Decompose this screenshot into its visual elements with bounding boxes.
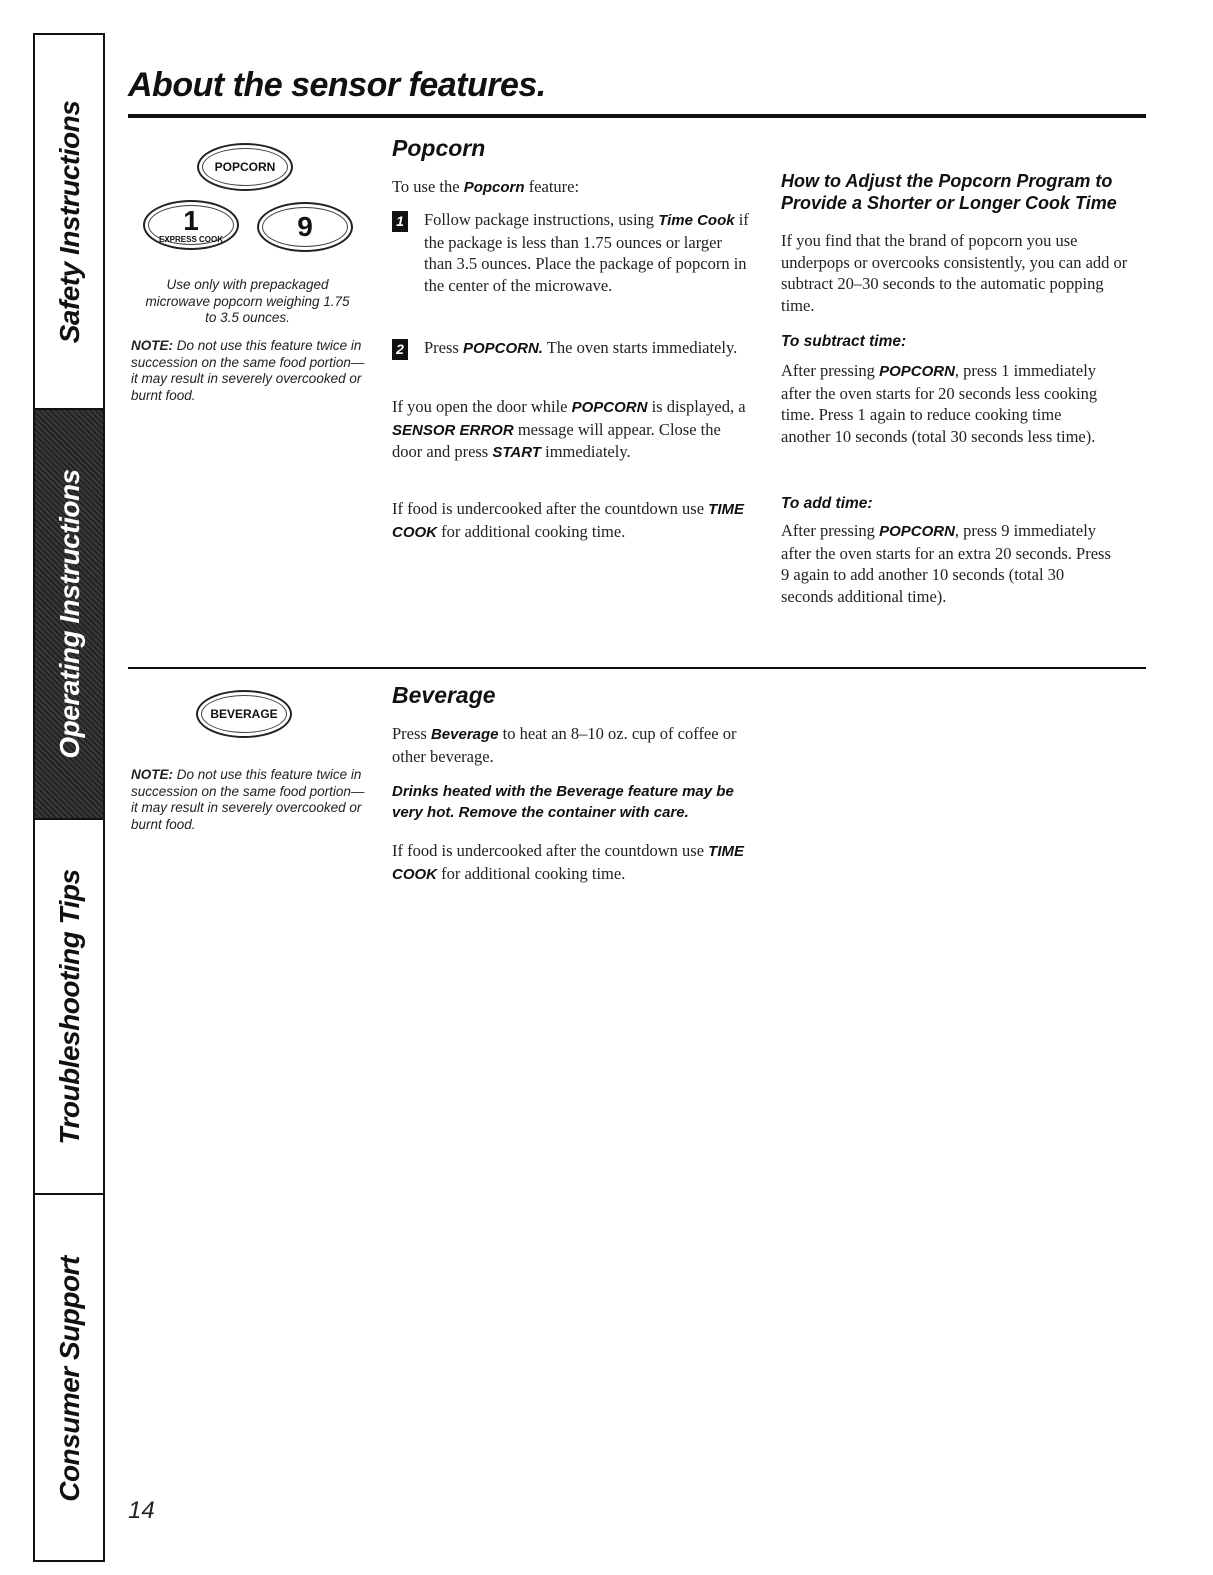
- tab-troubleshooting-tips[interactable]: [35, 820, 105, 1195]
- beverage-instructions: Press Beverage to heat an 8–10 oz. cup of coffee or other beverage.: [392, 724, 737, 766]
- beverage-heading: Beverage: [392, 682, 496, 708]
- tab-label: Operating Instructions: [54, 469, 85, 759]
- tab-label: Safety Instructions: [54, 100, 85, 343]
- express-cook-1-key-icon: 1 EXPRESS COOK: [143, 200, 239, 250]
- tab-label: Troubleshooting Tips: [54, 868, 85, 1145]
- title-rule: [128, 114, 1146, 118]
- tab-operating-instructions[interactable]: [35, 410, 105, 820]
- beverage-undercooked-paragraph: If food is undercooked after the countdown use TIME COOK for additional cooking time.: [392, 841, 744, 883]
- popcorn-door-paragraph: If you open the door while POPCORN is displayed, a SENSOR ERROR message will appear. Close the door and press START immediately.: [392, 397, 746, 461]
- popcorn-caption: Use only with prepackaged microwave popcorn weighing 1.75 to 3.5 ounces.: [145, 277, 350, 325]
- sidebar-tabs: [33, 33, 105, 1562]
- tab-consumer-support[interactable]: [35, 1195, 105, 1562]
- popcorn-intro: To use the Popcorn feature:: [392, 177, 580, 196]
- popcorn-step-2: 2 Press POPCORN. The oven starts immediately.: [392, 337, 752, 360]
- subtract-time-paragraph: After pressing POPCORN, press 1 immediately after the oven starts for 20 seconds less cooking time. Press 1 again to reduce cooking time another 10 seconds (total 30 seconds less time).: [781, 361, 1098, 446]
- popcorn-note: NOTE: Do not use this feature twice in succession on the same food portion—it may result in severely overcooked or burnt food.: [131, 338, 365, 403]
- number-9-key-icon: 9: [257, 202, 353, 252]
- beverage-note: NOTE: Do not use this feature twice in succession on the same food portion—it may result in severely overcooked or burnt food.: [131, 767, 365, 832]
- section-divider: [128, 667, 1146, 669]
- sidebar-divider: [103, 33, 105, 1562]
- tab-label: Consumer Support: [54, 1255, 85, 1502]
- popcorn-undercooked-paragraph: If food is undercooked after the countdown use TIME COOK for additional cooking time.: [392, 499, 744, 541]
- beverage-key-icon: BEVERAGE: [196, 690, 292, 738]
- add-time-paragraph: After pressing POPCORN, press 9 immediately after the oven starts for an extra 20 seconds. Press 9 again to add another 10 seconds (total 30 seconds additional time).: [781, 521, 1111, 606]
- beverage-warning: Drinks heated with the Beverage feature may be very hot. Remove the container with care.: [392, 783, 734, 821]
- step-number-badge: 1: [392, 211, 408, 232]
- popcorn-heading: Popcorn: [392, 135, 486, 161]
- adjust-intro: If you find that the brand of popcorn you use underpops or overcooks consistently, you can add or subtract 20–30 seconds to the automatic popping time.: [781, 231, 1128, 315]
- page-number: 14: [128, 1497, 155, 1524]
- tab-safety-instructions[interactable]: [35, 35, 105, 410]
- add-time-heading: To add time:: [781, 495, 873, 512]
- page-title: About the sensor features.: [128, 66, 546, 104]
- adjust-heading: How to Adjust the Popcorn Program to Provide a Shorter or Longer Cook Time: [781, 171, 1117, 213]
- popcorn-step-1: 1 Follow package instructions, using Time Cook if the package is less than 1.75 ounces or larger than 3.5 ounces. Place the package of popcorn in the center of the microwave.: [392, 209, 752, 296]
- popcorn-key-icon: POPCORN: [197, 143, 293, 191]
- subtract-time-heading: To subtract time:: [781, 333, 907, 350]
- step-number-badge: 2: [392, 339, 408, 360]
